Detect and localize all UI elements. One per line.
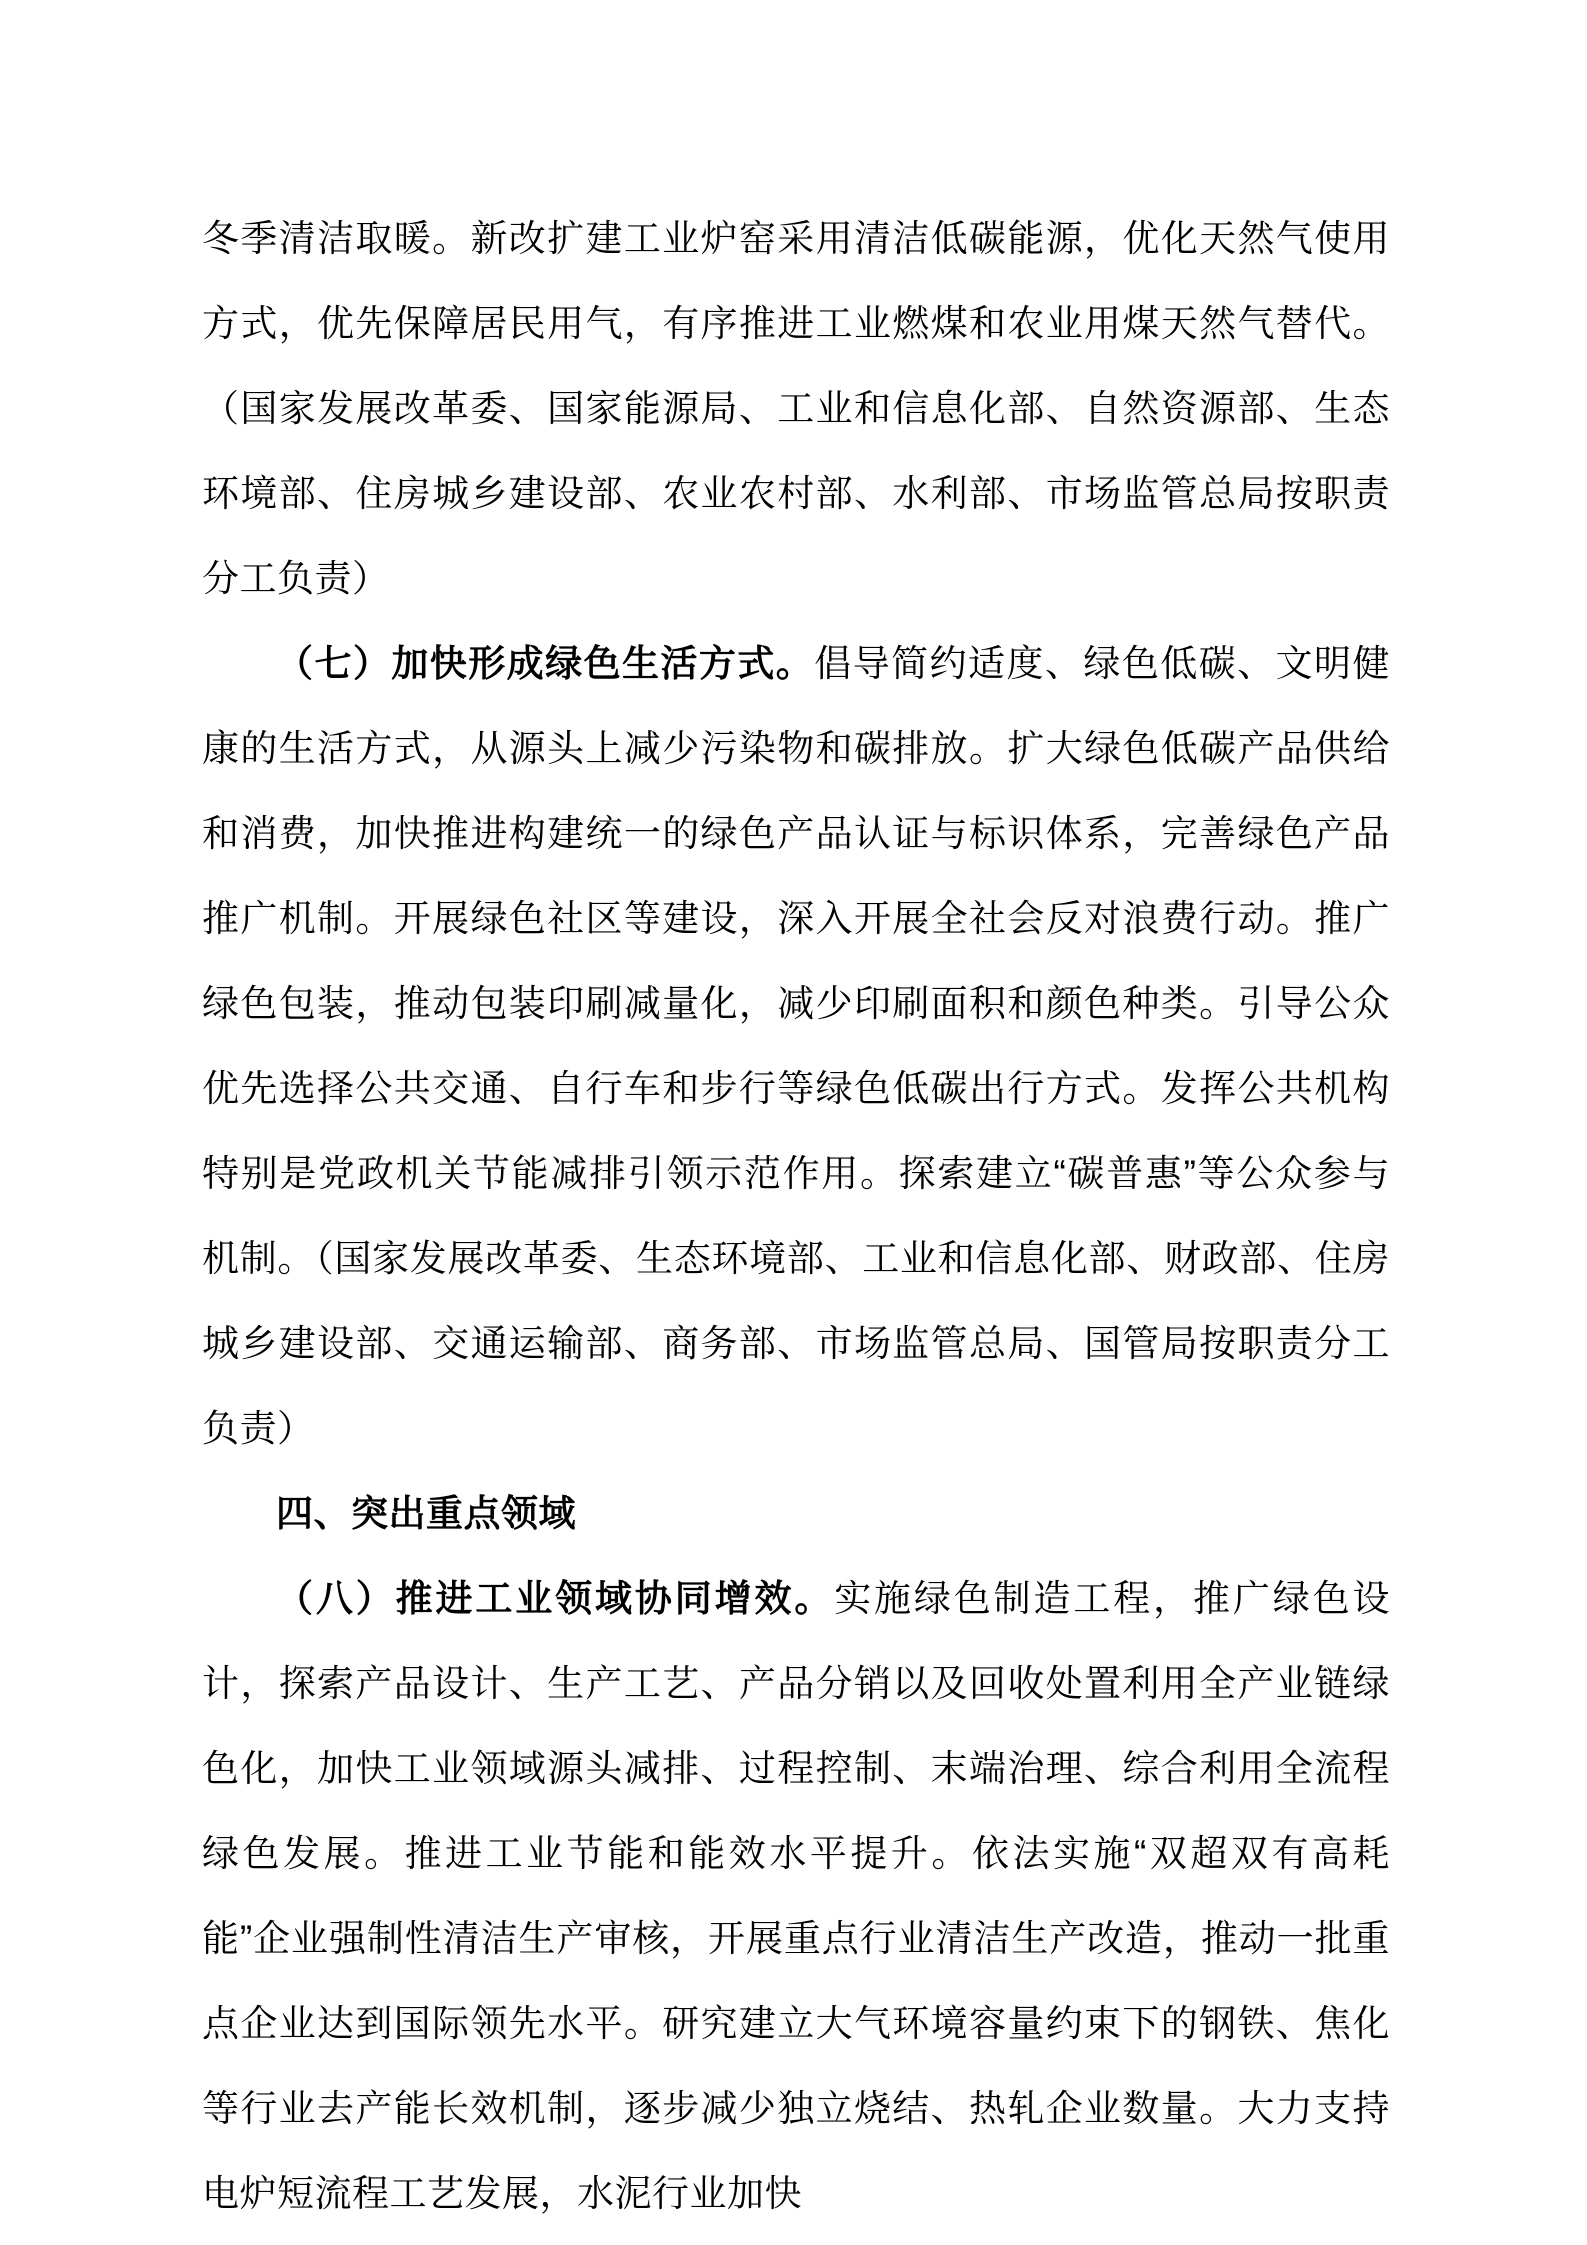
- paragraph-lead-bold: （七）加快形成绿色生活方式。: [276, 643, 815, 684]
- paragraph-continuation: [202, 196, 1390, 621]
- paragraph-text: 倡导简约适度、绿色低碳、文明健康的生活方式，从源头上减少污染物和碳排放。扩大绿色低碳产品供给和消费，加快推进构建统一的绿色产品认证与标识体系，完善绿色产品推广机制。开展绿色社区等建设，深入开展全社会反对浪费行动。推广绿色包装，推动包装印刷减量化，减少印刷面积和颜色种类。引导公众优先选择公共交通、自行车和步行等绿色低碳出行方式。发挥公共机构特别是党政机关节能减排引领示范作用。探索建立“碳普惠”等公众参与机制。（国家发展改革委、生态环境部、工业和信息化部、财政部、住房城乡建设部、交通运输部、商务部、市场监管总局、国管局按职责分工负责）: [202, 643, 1390, 1449]
- paragraph-item-8: [202, 1556, 1390, 2236]
- paragraph-text: 实施绿色制造工程，推广绿色设计，探索产品设计、生产工艺、产品分销以及回收处置利用全产业链绿色化，加快工业领域源头减排、过程控制、末端治理、综合利用全流程绿色发展。推进工业节能和能效水平提升。依法实施“双超双有高耗能”企业强制性清洁生产审核，开展重点行业清洁生产改造，推动一批重点企业达到国际领先水平。研究建立大气环境容量约束下的钢铁、焦化等行业去产能长效机制，逐步减少独立烧结、热轧企业数量。大力支持电炉短流程工艺发展，水泥行业加快: [202, 1578, 1391, 2214]
- paragraph-text: 冬季清洁取暖。新改扩建工业炉窑采用清洁低碳能源，优化天然气使用方式，优先保障居民用气，有序推进工业燃煤和农业用煤天然气替代。（国家发展改革委、国家能源局、工业和信息化部、自然资源部、生态环境部、住房城乡建设部、农业农村部、水利部、市场监管总局按职责分工负责）: [202, 218, 1390, 599]
- section-heading: [202, 1471, 1390, 1556]
- paragraph-lead-bold: （八）推进工业领域协同增效。: [276, 1578, 835, 1619]
- paragraph-item-7: [202, 621, 1390, 1471]
- section-heading-text: 四、突出重点领域: [276, 1493, 576, 1534]
